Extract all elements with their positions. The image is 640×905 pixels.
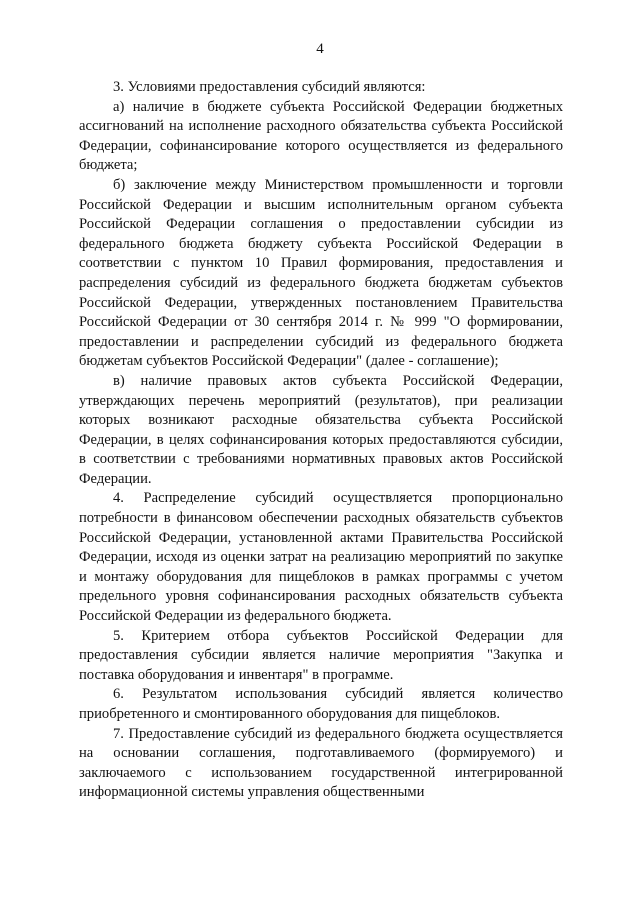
- paragraph-item-4: 4. Распределение субсидий осуществляется пропорционально потребности в финансовом обеспечении расходных обязательств субъектов Российской Федерации, установленной актами Правительства Российской Федерации, исходя из оценки затрат на реализацию мероприятий по закупке и монтажу оборудования для пищеблоков в рамках программы с учетом предельного уровня софинансирования расходных обязательств субъекта Российской Федерации из федерального бюджета.: [79, 490, 563, 625]
- paragraph-item-7: 7. Предоставление субсидий из федерального бюджета осуществляется на основании соглашения, подготавливаемого (формируемого) и заключаемого с использованием государственной интегрированной информационной системы управления общественными: [79, 725, 563, 801]
- paragraph-conditions-heading: 3. Условиями предоставления субсидий являются:: [113, 79, 426, 95]
- paragraph-item-6: 6. Результатом использования субсидий является количество приобретенного и смонтированного оборудования для пищеблоков.: [79, 686, 563, 722]
- paragraph-condition-b: б) заключение между Министерством промышленности и торговли Российской Федерации и высшим исполнительным органом субъекта Российской Федерации соглашения о предоставлении субсидии из федерального бюджета бюджету субъекта Российской Федерации в соответствии с пунктом 10 Правил формирования, предоставления и распределения субсидий из федерального бюджета бюджетам субъектов Российской Федерации, утвержденных постановлением Правительства Российской Федерации от 30 сентября 2014 г. № 999 "О формировании, предоставлении и распределении субсидий из федерального бюджета бюджетам субъектов Российской Федерации" (далее - соглашение);: [79, 176, 563, 370]
- paragraph-condition-c: в) наличие правовых актов субъекта Российской Федерации, утверждающих перечень мероприятий (результатов), при реализации которых возникают расходные обязательства субъекта Российской Федерации, в целях софинансирования которых предоставляются субсидии, в соответствии с требованиями нормативных правовых актов Российской Федерации.: [79, 372, 563, 487]
- paragraph-item-5: 5. Критерием отбора субъектов Российской Федерации для предоставления субсидии является наличие мероприятия "Закупка и поставка оборудования и инвентаря" в программе.: [79, 627, 563, 683]
- document-body: [79, 78, 563, 803]
- paragraph-condition-a: а) наличие в бюджете субъекта Российской Федерации бюджетных ассигнований на исполнение расходного обязательства субъекта Российской Федерации, софинансирование которого осуществляется из федерального бюджета;: [79, 98, 563, 174]
- page-number: 4: [316, 41, 324, 57]
